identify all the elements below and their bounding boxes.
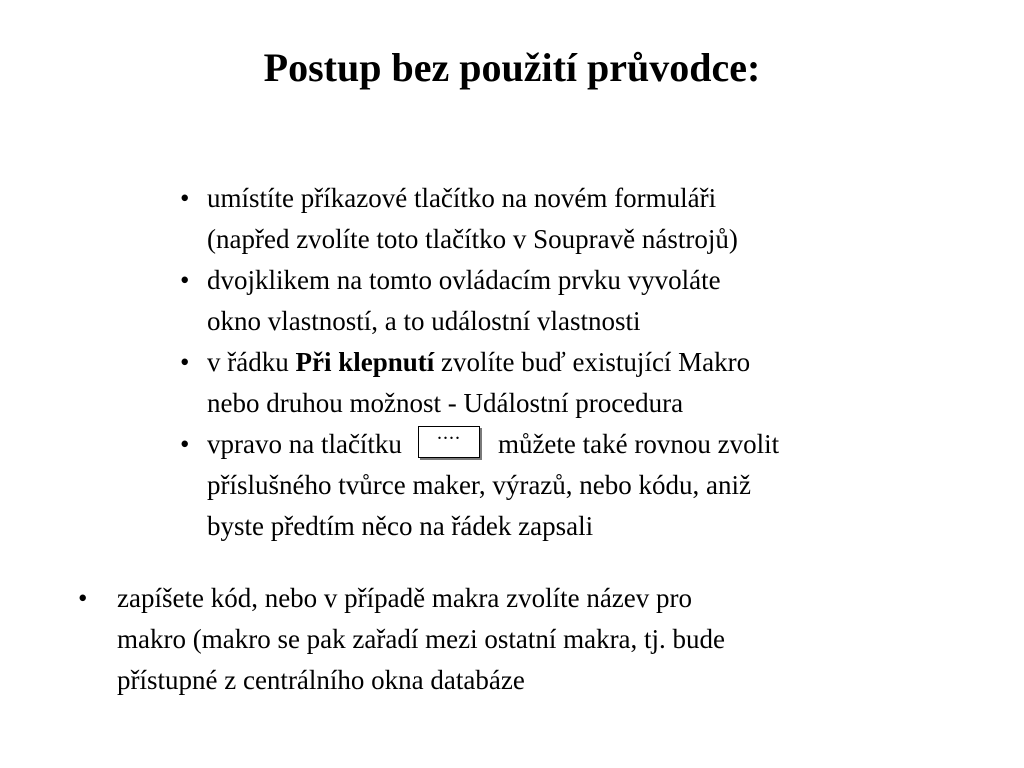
ellipsis-button-label: .... <box>436 422 461 444</box>
list-item-text: vpravo na tlačítku <box>207 429 402 459</box>
list-item-text: zvolíte buď existující Makro <box>434 347 751 377</box>
list-item-text: můžete také rovnou zvolit <box>497 429 780 459</box>
list-item-text: umístíte příkazové tlačítko na novém formuláři <box>207 183 717 213</box>
main-bullet-list <box>78 578 978 701</box>
bullet-dot: • <box>78 583 88 613</box>
list-item <box>78 578 978 701</box>
list-item <box>180 424 920 547</box>
list-item-text: byste předtím něco na řádek zapsali <box>207 511 594 541</box>
ellipsis-button <box>418 422 480 458</box>
list-item-text: v řádku <box>207 347 296 377</box>
bullet-dot: • <box>180 265 190 295</box>
list-item-text: příslušného tvůrce maker, výrazů, nebo kódu, aniž <box>207 470 751 500</box>
bullet-dot: • <box>180 429 190 459</box>
list-item-text: nebo druhou možnost - Událostní procedura <box>207 388 684 418</box>
list-item <box>180 342 920 424</box>
list-item-text: přístupné z centrálního okna databáze <box>117 665 525 695</box>
list-item-text: zapíšete kód, nebo v případě makra zvolíte název pro <box>117 583 693 613</box>
list-item-text: (napřed zvolíte toto tlačítko v Soupravě nástrojů) <box>207 224 738 254</box>
sub-bullet-list <box>180 178 920 547</box>
event-property-name: Při klepnutí <box>295 347 435 377</box>
bullet-dot: • <box>180 347 190 377</box>
list-item-line <box>207 424 920 465</box>
list-item-text: okno vlastností, a to událostní vlastnosti <box>207 306 641 336</box>
list-item <box>180 260 920 342</box>
bullet-dot: • <box>180 183 190 213</box>
list-item <box>180 178 920 260</box>
list-item-line <box>207 342 920 383</box>
slide-title: Postup bez použití průvodce: <box>263 45 761 90</box>
list-item-text: dvojklikem na tomto ovládacím prvku vyvoláte <box>207 265 721 295</box>
list-item-text: makro (makro se pak zařadí mezi ostatní makra, tj. bude <box>117 624 726 654</box>
